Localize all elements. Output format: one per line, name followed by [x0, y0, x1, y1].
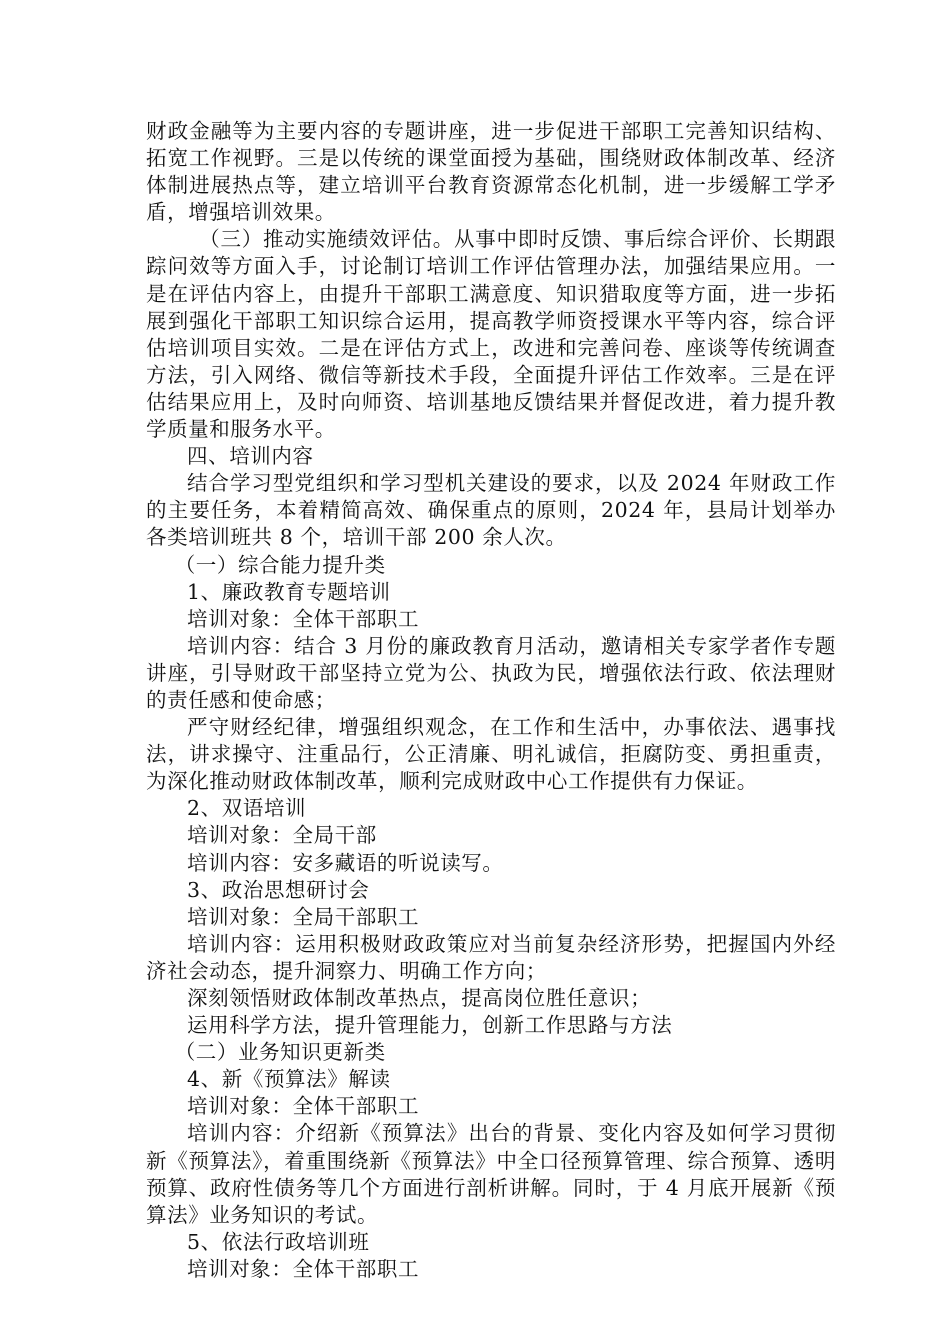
paragraph: 深刻领悟财政体制改革热点，提高岗位胜任意识；	[187, 986, 652, 1010]
document-body	[146, 118, 836, 1283]
training-content: 培训内容：介绍新《预算法》出台的背景、变化内容及如何学习贯彻新《预算法》，着重围绕新《预算法》中全口径预算管理、综合预算、透明预算、政府性债务等几个方面进行剖析讲解。同时，于 4 月底开展新《预算法》业务知识的考试。	[146, 1121, 836, 1227]
paragraph: 运用科学方法，提升管理能力，创新工作思路与方法	[187, 1013, 673, 1038]
paragraph: 结合学习型党组织和学习型机关建设的要求，以及 2024 年财政工作的主要任务，本着精简高效、确保重点的原则，2024 年，县局计划举办各类培训班共 8 个，培训干部 200 余人次。	[146, 471, 836, 550]
training-target: 培训对象：全局干部	[187, 823, 377, 848]
training-content: 培训内容：运用积极财政政策应对当前复杂经济形势，把握国内外经济社会动态，提升洞察力、明确工作方向；	[146, 931, 836, 983]
training-content: 培训内容：结合 3 月份的廉政教育月活动，邀请相关专家学者作专题讲座，引导财政干部坚持立党为公、执政为民，增强依法行政、依法理财的责任感和使命感；	[146, 633, 836, 712]
training-target: 培训对象：全体干部职工	[187, 1256, 420, 1281]
training-target: 培训对象：全局干部职工	[187, 904, 420, 929]
training-content: 培训内容：安多藏语的听说读写。	[187, 850, 504, 875]
item-heading: 5、依法行政培训班	[187, 1229, 370, 1254]
training-target: 培训对象：全体干部职工	[187, 1094, 420, 1119]
item-heading: 1、廉政教育专题培训	[187, 579, 391, 604]
section-heading-training-content: 四、培训内容	[187, 444, 314, 469]
subsection-heading-comprehensive: （一）综合能力提升类	[174, 552, 386, 577]
item-heading: 2、双语培训	[187, 796, 307, 821]
paragraph: 严守财经纪律，增强组织观念，在工作和生活中，办事依法、遇事找法，讲求操守、注重品行，公正清廉、明礼诚信，拒腐防变、勇担重责，为深化推动财政体制改革，顺利完成财政中心工作提供有力保证。	[146, 715, 836, 794]
item-heading: 3、政治思想研讨会	[187, 877, 370, 902]
subsection-heading-business-knowledge: （二）业务知识更新类	[174, 1040, 386, 1065]
paragraph: 财政金融等为主要内容的专题讲座，进一步促进干部职工完善知识结构、拓宽工作视野。三是以传统的课堂面授为基础，围绕财政体制改革、经济体制进展热点等，建立培训平台教育资源常态化机制，进一步缓解工学矛盾，增强培训效果。	[146, 119, 836, 225]
training-target: 培训对象：全体干部职工	[187, 606, 420, 631]
section-heading-performance-evaluation: （三）推动实施绩效评估。从事中即时反馈、事后综合评价、长期跟踪问效等方面入手，讨论制订培训工作评估管理办法，加强结果应用。一是在评估内容上，由提升干部职工满意度、知识猎取度等方面，进一步拓展到强化干部职工知识综合运用，提高教学师资授课水平等内容，综合评估培训项目实效。二是在评估方式上，改进和完善问卷、座谈等传统调查方法，引入网络、微信等新技术手段，全面提升评估工作效率。三是在评估结果应用上，及时向师资、培训基地反馈结果并督促改进，着力提升教学质量和服务水平。	[146, 227, 836, 442]
item-heading: 4、新《预算法》解读	[187, 1067, 391, 1092]
